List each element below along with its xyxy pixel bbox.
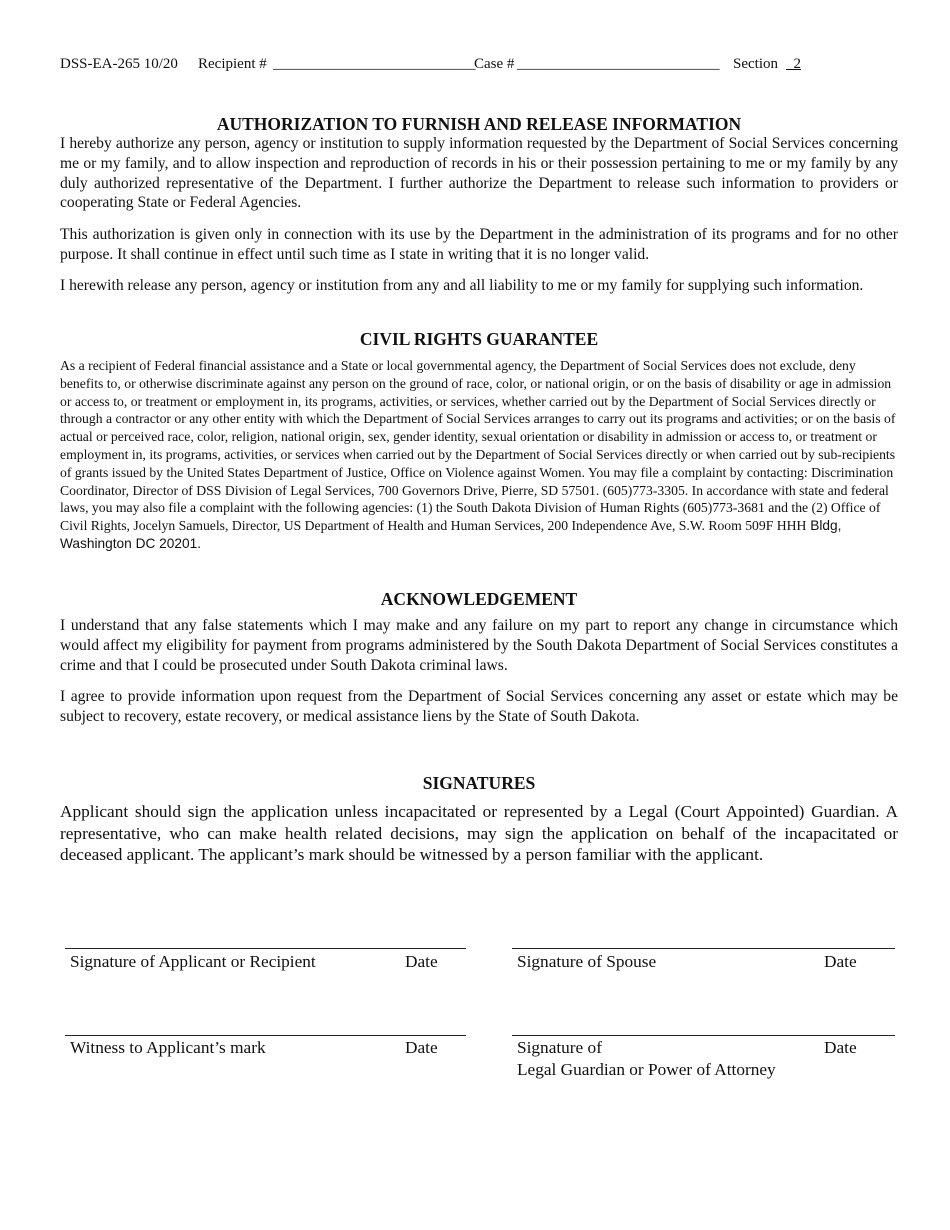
guardian-signature-label-1: Signature of bbox=[517, 1038, 602, 1057]
civil-rights-body: As a recipient of Federal financial assistance and a State or local governmental agency, the Department of Social Services does not exclude, deny benefits to, or otherwise discriminate against any person on the ground of race, color, or national origin, or on the basis of disability or age in admission or access to, or treatment or employment in, its programs, activities, or services, whether carried out by the Department of Social Services directly or through a contractor or any other entity with which the Department of Social Services arranges to carry out its programs and activities; or on the basis of actual or perceived race, color, religion, national origin, sex, gender identity, sexual orientation or disability in admission or access to, or treatment or employment in, its programs, activities, or services when carried out by the Department of Social Services directly or when carried out by sub-recipients of grants issued by the United States Department of Justice, Office on Violence against Women. You may file a complaint by contacting: Discrimination Coordinator, Director of DSS Division of Legal Services, 700 Governors Drive, Pierre, SD 57501. (605)773-3305. In accordance with state and federal laws, you may also file a complaint with the following agencies: (1) the South Dakota Division of Human Rights (605)773-3681 and the (2) Office of Civil Rights, Jocelyn Samuels, Director, US Department of Health and Human Services, 200 Independence Ave, S.W. Room 509F HHH bbox=[60, 358, 896, 534]
section-number: 2 bbox=[793, 56, 801, 72]
case-number-field[interactable]: ___________________________ bbox=[517, 56, 720, 72]
witness-date-label: Date bbox=[405, 1038, 438, 1057]
acknowledgement-paragraph-1: I understand that any false statements which I may make and any failure on my part to report any change in circumstance which would affect my eligibility for payment from programs administered by the South Dakota Department of Social Services constitutes a crime and that I could be prosecuted under South Dakota criminal laws. bbox=[60, 617, 898, 674]
civil-rights-text bbox=[60, 357, 898, 553]
form-id: DSS-EA-265 10/20 bbox=[60, 56, 178, 72]
applicant-signature-label: Signature of Applicant or Recipient bbox=[70, 952, 316, 971]
civil-rights-heading: CIVIL RIGHTS GUARANTEE bbox=[359, 329, 599, 349]
authorization-paragraph-2: This authorization is given only in connection with its use by the Department in the administration of its programs and for no other purpose. It shall continue in effect until such time as I state in writing that it is no longer valid. bbox=[60, 226, 898, 263]
signatures-instructions: Applicant should sign the application unless incapacitated or represented by a Legal (Court Appointed) Guardian. A representative, who can make health related decisions, may sign the application on behalf of the incapacitated or deceased applicant. The applicant’s mark should be witnessed by a person familiar with the applicant. bbox=[60, 802, 898, 864]
guardian-signature-label-2: Legal Guardian or Power of Attorney bbox=[517, 1060, 776, 1079]
section-value bbox=[786, 56, 801, 73]
spouse-signature-label: Signature of Spouse bbox=[517, 952, 657, 971]
applicant-date-label: Date bbox=[405, 952, 438, 971]
guardian-signature-line[interactable] bbox=[512, 1035, 895, 1036]
authorization-paragraph-3: I herewith release any person, agency or institution from any and all liability to me or my family for supplying such information. bbox=[60, 277, 864, 294]
acknowledgement-paragraph-2: I agree to provide information upon request from the Department of Social Services concerning any asset or estate which may be subject to recovery, estate recovery, or medical assistance liens by the State of South Dakota. bbox=[60, 688, 898, 725]
witness-signature-label: Witness to Applicant’s mark bbox=[70, 1038, 266, 1057]
acknowledgement-heading: ACKNOWLEDGEMENT bbox=[380, 589, 578, 609]
form-header bbox=[60, 56, 900, 78]
spouse-signature-line[interactable] bbox=[512, 948, 895, 949]
witness-signature-line[interactable] bbox=[65, 1035, 466, 1036]
recipient-number-field[interactable]: ___________________________ bbox=[273, 56, 476, 72]
case-label: Case # bbox=[474, 56, 515, 72]
applicant-signature-line[interactable] bbox=[65, 948, 466, 949]
recipient-label: Recipient # bbox=[198, 56, 267, 72]
spouse-date-label: Date bbox=[824, 952, 857, 971]
authorization-paragraph-1: I hereby authorize any person, agency or institution to supply information requested by the Department of Social Services concerning me or my family, and to allow inspection and reproduction of records in his or their possession pertaining to me or my family by any duly authorized representative of the Department. I further authorize the Department to release such information to providers or cooperating State or Federal Agencies. bbox=[60, 135, 898, 212]
guardian-date-label: Date bbox=[824, 1038, 857, 1057]
section-label: Section bbox=[733, 56, 778, 72]
signatures-heading: SIGNATURES bbox=[422, 773, 536, 793]
civil-rights-address-tail: Bldg, Washington DC 20201. bbox=[60, 518, 842, 551]
authorization-heading: AUTHORIZATION TO FURNISH AND RELEASE INFORMATION bbox=[216, 114, 742, 134]
